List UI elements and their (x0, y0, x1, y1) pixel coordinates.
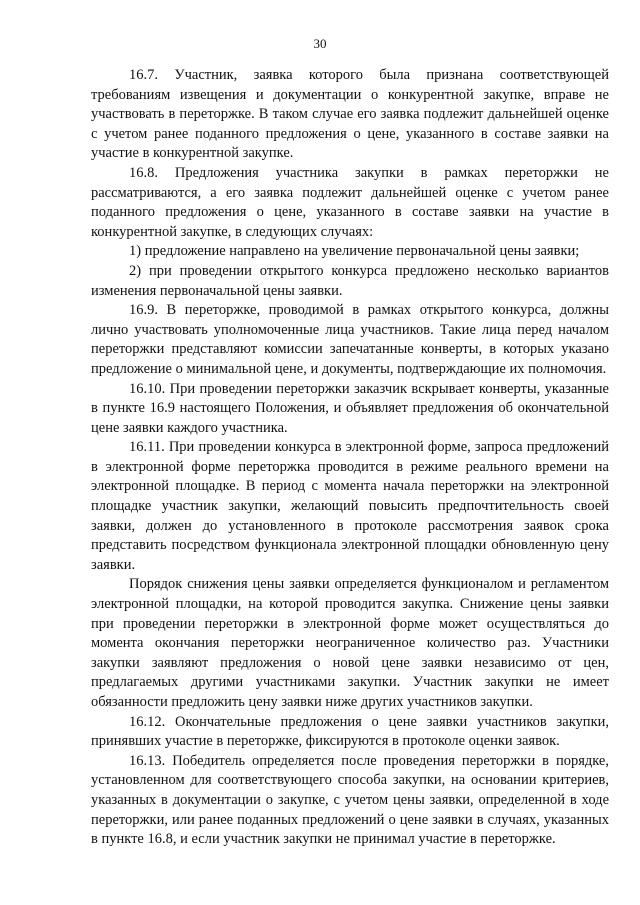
paragraph-16-13: 16.13. Победитель определяется после проведения переторжки в порядке, установленном для соответствующего способа закупки, на основании критериев, указанных в документации о закупке, с учетом цены заявки, определенной в ходе переторжки, или ранее поданных предложений о цене заявки в случаях, указанных в пункте 16.8, и если участник закупки не принимал участие в переторжке. (91, 752, 609, 848)
paragraph-16-11-continued: Порядок снижения цены заявки определяется функционалом и регламентом электронной площадки, на которой проводится закупка. Снижение цены заявки при проведении переторжки в электронной форме может осуществляться до момента окончания переторжки неограниченное количество раз. Участники закупки заявляют предложения о новой цене заявки независимо от цен, предлагаемых другими участниками закупки. Участник закупки не имеет обязанности предложить цену заявки ниже других участников закупки. (91, 576, 609, 710)
list-item-16-8-2: 2) при проведении открытого конкурса предложено несколько вариантов изменения первоначальной цены заявки. (91, 262, 609, 299)
document-body (91, 66, 609, 850)
paragraph-16-8: 16.8. Предложения участника закупки в рамках переторжки не рассматриваются, а его заявка подлежит дальнейшей оценке с учетом ранее поданного предложения о цене, указанного в составе заявки на участие в конкурентной закупке, в следующих случаях: (91, 164, 609, 240)
paragraph-16-7: 16.7. Участник, заявка которого была признана соответствующей требованиям извещения и документации о конкурентной закупке, вправе не участвовать в переторжке. В таком случае его заявка подлежит дальнейшей оценке с учетом ранее поданного предложения о цене, указанного в составе заявки на участие в конкурентной закупке. (91, 67, 609, 162)
paragraph-16-10: 16.10. При проведении переторжки заказчик вскрывает конверты, указанные в пункте 16.9 настоящего Положения, и объявляет предложения об окончательной цене заявки каждого участника. (91, 380, 609, 436)
paragraph-16-11: 16.11. При проведении конкурса в электронной форме, запроса предложений в электронной форме переторжка проводится в режиме реального времени на электронной площадке. В период с момента начала переторжки на электронной площадке участник закупки, желающий повысить предпочтительность своей заявки, должен до установленного в протоколе рассмотрения заявок срока представить посредством функционала электронной площадки обновленную цену заявки. (91, 439, 609, 573)
page-number: 30 (313, 36, 327, 51)
list-item-16-8-1: 1) предложение направлено на увеличение первоначальной цены заявки; (129, 243, 580, 260)
paragraph-16-9: 16.9. В переторжке, проводимой в рамках открытого конкурса, должны лично участвовать уполномоченные лица участников. Такие лица перед началом переторжки представляют комиссии запечатанные конверты, в которых указано предложение о минимальной цене, и документы, подтверждающие их полномочия. (91, 302, 609, 377)
paragraph-16-12: 16.12. Окончательные предложения о цене заявки участников закупки, принявших участие в переторжке, фиксируются в протоколе оценки заявок. (91, 713, 609, 750)
